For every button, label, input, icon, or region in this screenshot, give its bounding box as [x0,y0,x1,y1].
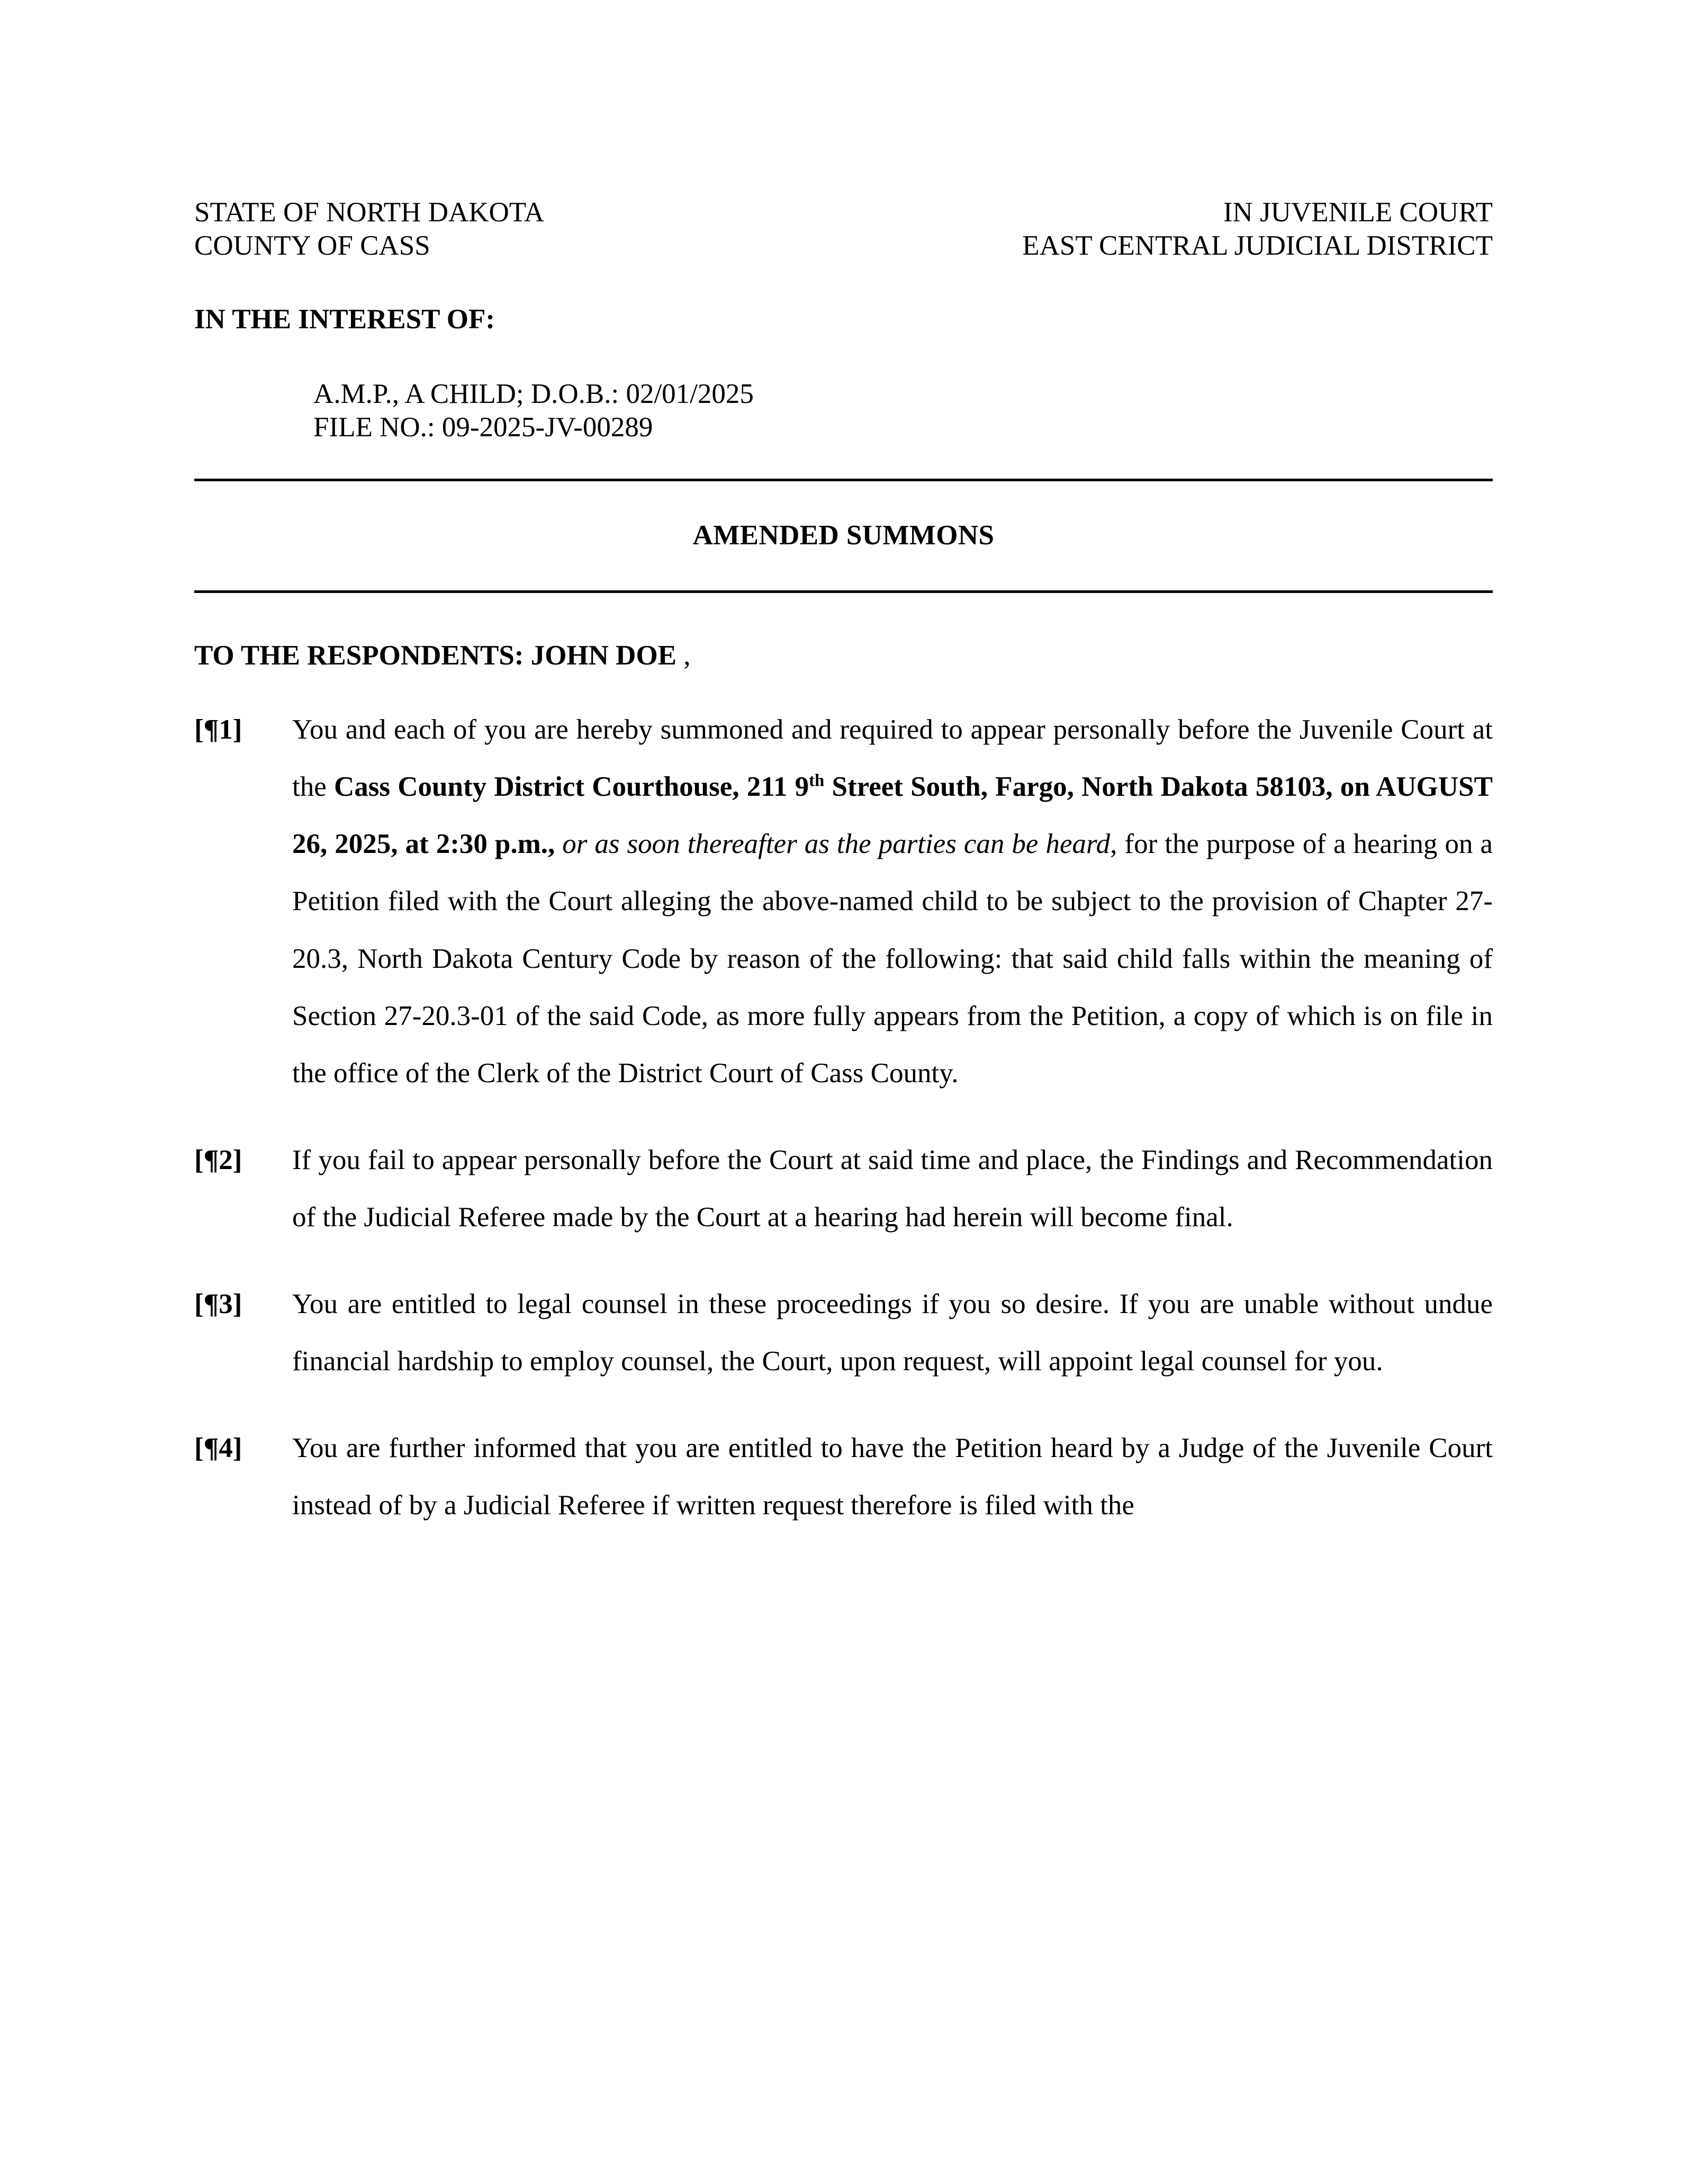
caption-state: STATE OF NORTH DAKOTA [194,197,545,228]
in-the-interest-of-heading: IN THE INTEREST OF: [194,304,495,335]
paragraph-2-body: If you fail to appear personally before the Court at said time and place, the Findings and Recommendation of the Judicial Referee made by the Court at a hearing had herein will become final. [292,1144,1493,1233]
paragraph-1-marker: [¶1] [194,714,242,745]
page-title: AMENDED SUMMONS [692,520,995,551]
paragraph-1-venue-bold-b: Street South, Fargo, North Dakota 58103, on AUGUST 26, 2025, at 2:30 p.m., [292,771,1493,860]
caption-county: COUNTY OF CASS [194,230,430,261]
child-identification-block [313,378,1493,444]
case-file-number: FILE NO.: 09-2025-JV-00289 [313,411,653,443]
paragraph-3-body: You are entitled to legal counsel in these proceedings if you so desire. If you are unable without undue financial hardship to employ counsel, the Court, upon request, will appoint legal counsel for you. [292,1289,1493,1377]
paragraph-3-marker: [¶3] [194,1289,242,1320]
caption-right-column [1022,196,1493,262]
respondents-line [194,640,1493,671]
paragraph-1-text-after-venue: , for the purpose of a hearing on a Petition filed with the Court alleging the above-named child to be subject to the provision of Chapter 27-20.3, North Dakota Century Code by reason of the following: that said child falls within the meaning of Section 27-20.3-01 of the said Code, as more fully appears from the Petition, a copy of which is on file in the office of the Clerk of the District Court of Cass County. [292,829,1493,1089]
paragraph-2 [194,1131,1493,1246]
paragraph-4 [194,1419,1493,1534]
title-rule-bottom [194,590,1493,593]
respondents-trailing-comma: , [676,640,691,671]
paragraph-4-marker: [¶4] [194,1433,242,1464]
paragraph-1 [194,701,1493,1102]
paragraph-2-marker: [¶2] [194,1144,242,1175]
caption-left-column [194,196,544,262]
respondents-label: TO THE RESPONDENTS: JOHN DOE [194,640,677,671]
paragraph-1-italic-clause: or as soon thereafter as the parties can be heard [555,829,1111,860]
paragraph-4-body: You are further informed that you are entitled to have the Petition heard by a Judge of the Juvenile Court instead of by a Judicial Referee if written request therefore is filed with the [292,1433,1493,1521]
paragraph-1-text-before-venue: You and each of you are hereby summoned and required to appear personally before the Juvenile Court at the [292,714,1493,803]
paragraph-1-ordinal-suffix: th [809,771,825,790]
child-name-and-dob: A.M.P., A CHILD; D.O.B.: 02/01/2025 [313,379,754,410]
court-caption [194,196,1493,262]
caption-court: IN JUVENILE COURT [1223,197,1493,228]
caption-judicial-district: EAST CENTRAL JUDICIAL DISTRICT [1022,230,1493,261]
paragraph-3 [194,1275,1493,1390]
document-content [194,196,1493,1534]
paragraph-1-body [292,701,1493,1102]
paragraph-1-venue-bold-a: Cass County District Courthouse, 211 9 [333,771,809,803]
